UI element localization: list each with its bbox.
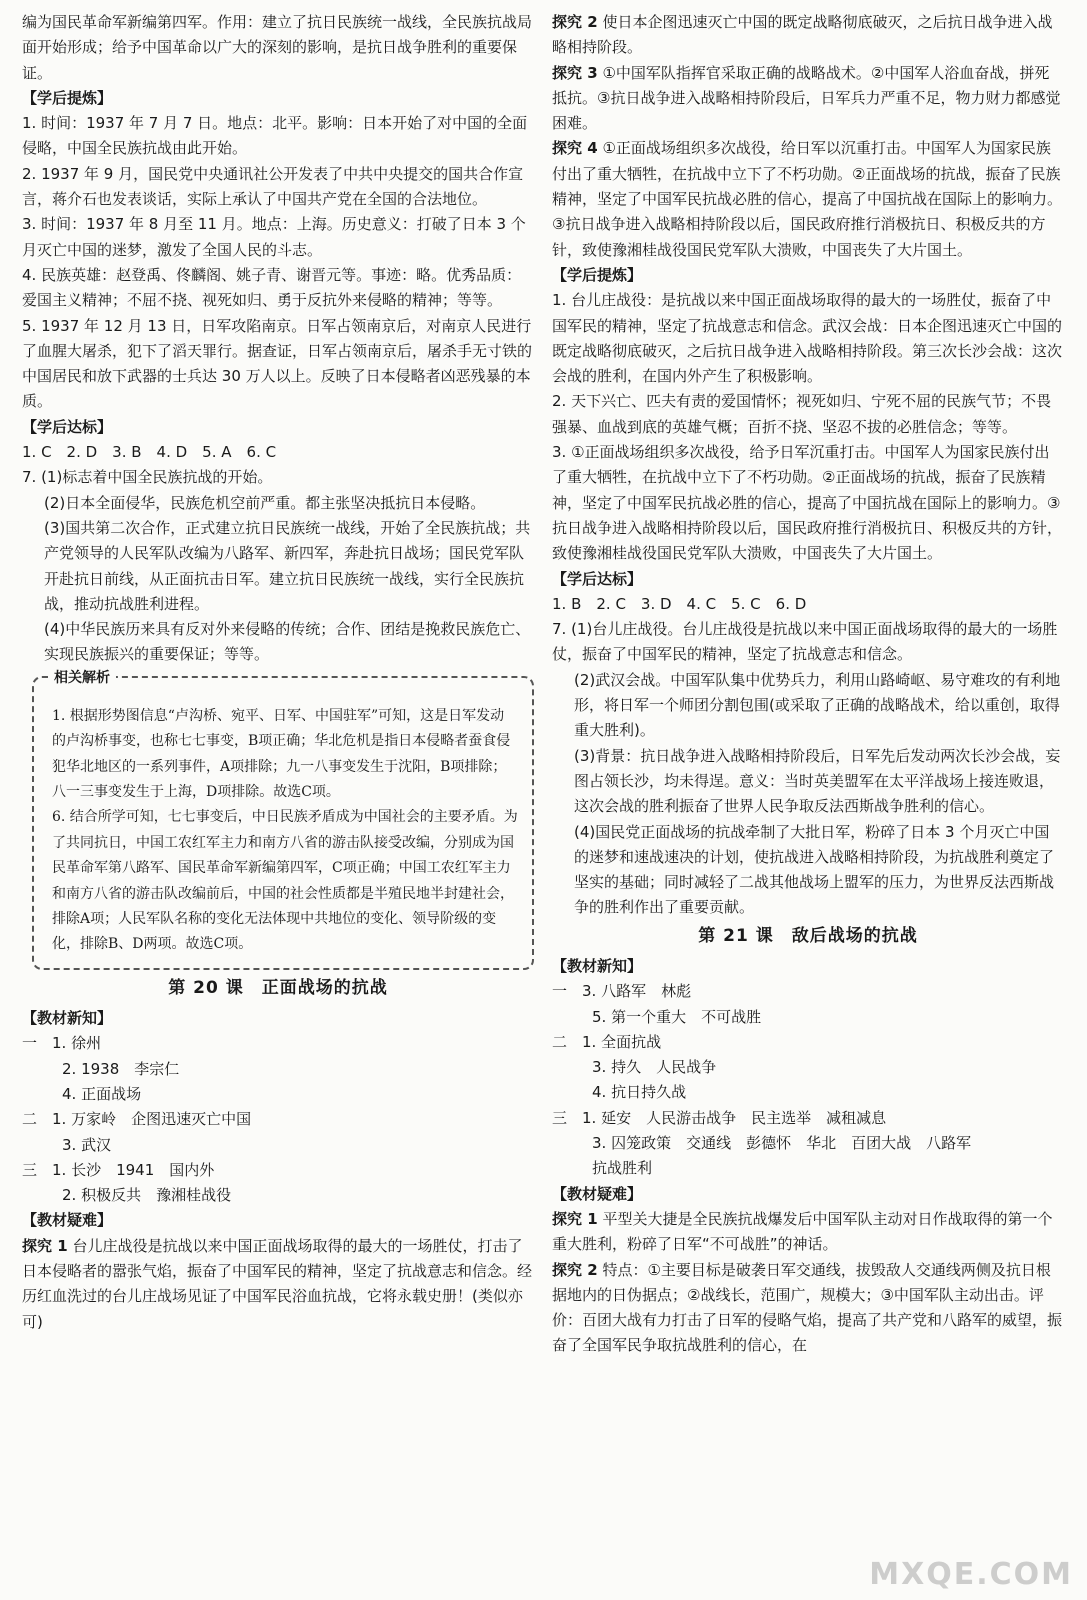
explore-4-text: ①正面战场组织多次战役，给日军以沉重打击。中国军人为国家民族付出了重大牺牲，在抗战中立下了不朽功勋。②正面战场的抗战，振奋了民族精神，坚定了中国军民抗战必胜的信心，提高了中国抗战在国际上的影响力。③抗日战争进入战略相持阶段以后，国民政府推行消极抗日、积极反共的方针，致使豫湘桂战役国民党军队大溃败，中国丧失了大片国土。 xyxy=(552,139,1063,259)
l21-line-8: 抗战胜利 xyxy=(592,1159,653,1178)
l20-explore-1-text: 台儿庄战役是抗战以来中国正面战场取得的最大的一场胜仗，打击了日本侵略者的嚣张气焰，振奋了中国军民的精神，坚定了抗战意志和信念。经历红血洗过的台儿庄战场见证了中国军民浴血抗战，它将永载史册！(类似亦可) xyxy=(22,1236,533,1331)
explore-3-label: 探究 3 xyxy=(552,63,598,82)
left-sec2-answers: 1. C 2. D 3. B 4. D 5. A 6. C xyxy=(22,443,277,462)
right-sec1-item-2: 2. 天下兴亡、匹夫有责的爱国情怀；视死如归、宁死不屈的民族气节；不畏强暴、血战到底的英雄气概；百折不挠、坚忍不拔的必胜信念；等等。 xyxy=(552,392,1052,436)
right-sec1-title: 【学后提炼】 xyxy=(552,265,643,284)
right-sec2-answers: 1. B 2. C 3. D 4. C 5. C 6. D xyxy=(552,594,807,613)
explore-3 xyxy=(552,61,1064,137)
l21-line-4: 3. 持久 人民战争 xyxy=(592,1058,717,1077)
left-sec1-item-4: 4. 民族英雄：赵登禹、佟麟阁、姚子青、谢晋元等。事迹：略。优秀品质：爱国主义精神；不屈不挠、视死如归、勇于反抗外来侵略的精神；等等。 xyxy=(22,265,522,310)
l20-line-1: 一 1. 徐州 xyxy=(22,1034,102,1053)
l20-explore-1 xyxy=(22,1234,534,1335)
l20-sec2-title: 【教材疑难】 xyxy=(22,1211,113,1230)
l21-line-1: 一 3. 八路军 林彪 xyxy=(552,982,692,1001)
l20-line-6: 三 1. 长沙 1941 国内外 xyxy=(22,1160,215,1179)
left-sec2-title: 【学后达标】 xyxy=(22,417,113,436)
left-sec1-item-3: 3. 时间：1937 年 8 月至 11 月。地点：上海。历史意义：打破了日本 3 个月灭亡中国的迷梦，激发了全国人民的斗志。 xyxy=(22,215,526,259)
right-sec2-q7-part-2: (2)武汉会战。中国军队集中优势兵力，利用山路崎岖、易守难攻的有利地形，将日军一个师团分割包围(或采取了正确的战略战术，给以重创，取得重大胜利)。 xyxy=(574,670,1061,740)
right-sec2-title: 【学后达标】 xyxy=(552,569,643,588)
l21-explore-2-text: 特点：①主要目标是破袭日军交通线，拔毁敌人交通线两侧及抗日根据地内的日伪据点；②战线长，范围广，规模大；③中国军队主动出击。评价：百团大战有力打击了日军的侵略气焰，提高了共产党和八路军的威望，振奋了全国军民争取抗战胜利的信心，在 xyxy=(552,1260,1063,1355)
l21-line-2: 5. 第一个重大 不可战胜 xyxy=(592,1007,762,1026)
l21-line-5: 4. 抗日持久战 xyxy=(592,1083,687,1102)
right-column xyxy=(552,10,1064,1359)
l20-line-5: 3. 武汉 xyxy=(62,1135,112,1154)
left-intro: 编为国民革命军新编第四军。作用：建立了抗日民族统一战线，全民族抗战局面开始形成；给予中国革命以广大的深刻的影响，是抗日战争胜利的重要保证。 xyxy=(22,13,533,82)
l20-line-2: 2. 1938 李宗仁 xyxy=(62,1059,180,1078)
explore-2 xyxy=(552,10,1064,61)
lesson-20-title: 第 20 课 正面战场的抗战 xyxy=(168,977,388,998)
l21-explore-2-label: 探究 2 xyxy=(552,1260,598,1279)
analysis-box xyxy=(32,669,534,970)
watermark: MXQE.COM xyxy=(869,1557,1073,1592)
l21-sec2-title: 【教材疑难】 xyxy=(552,1184,643,1203)
l21-explore-2 xyxy=(552,1258,1064,1359)
l21-explore-1 xyxy=(552,1207,1064,1258)
l20-explore-1-label: 探究 1 xyxy=(22,1236,68,1255)
lesson-21-title: 第 21 课 敌后战场的抗战 xyxy=(698,925,918,946)
explore-4 xyxy=(552,136,1064,262)
right-sec2-q7-part-4: (4)国民党正面战场的抗战牵制了大批日军，粉碎了日本 3 个月灭亡中国的迷梦和速战速决的计划，使抗战进入战略相持阶段，为抗战胜利奠定了坚实的基础；同时减轻了二战其他战场上盟军的压力，为世界反法西斯战争的胜利作出了重要贡献。 xyxy=(574,822,1055,917)
explore-3-text: ①中国军队指挥官采取正确的战略战术。②中国军人浴血奋战，拼死抵抗。③抗日战争进入战略相持阶段后，日军兵力严重不足，物力财力都感觉困难。 xyxy=(552,63,1061,133)
left-column xyxy=(22,10,534,1335)
l21-line-7: 3. 囚笼政策 交通线 彭德怀 华北 百团大战 八路军 xyxy=(592,1134,972,1153)
left-sec2-q7-part-3: (3)国共第二次合作，正式建立抗日民族统一战线，开始了全民族抗战；共产党领导的人民军队改编为八路军、新四军，奔赴抗日战场；国民党军队开赴抗日前线，从正面抗击日军。建立抗日民族统一战线，实行全民族抗战，推动抗战胜利进程。 xyxy=(44,518,531,613)
analysis-item-1: 1. 根据形势图信息“卢沟桥、宛平、日军、中国驻军”可知，这是日军发动的卢沟桥事变，也称七七事变，B项正确；华北危机是指日本侵略者蚕食侵犯华北地区的一系列事件，A项排除；九一八事变发生于沈阳，B项排除；八一三事变发生于上海，D项排除。故选C项。 xyxy=(52,707,511,800)
explore-4-label: 探究 4 xyxy=(552,139,598,158)
l20-line-3: 4. 正面战场 xyxy=(62,1084,142,1103)
left-sec2-q7-head: 7. (1)标志着中国全民族抗战的开始。 xyxy=(22,468,273,487)
l20-line-4: 二 1. 万家岭 企图迅速灭亡中国 xyxy=(22,1110,252,1129)
left-sec1-item-5: 5. 1937 年 12 月 13 日，日军攻陷南京。日军占领南京后，对南京人民进行了血腥大屠杀，犯下了滔天罪行。据查证，日军占领南京后，屠杀手无寸铁的中国居民和放下武器的士兵达 30 万人以上。反映了日本侵略者凶恶残暴的本质。 xyxy=(22,316,533,411)
l21-explore-1-text: 平型关大捷是全民族抗战爆发后中国军队主动对日作战取得的第一个重大胜利，粉碎了日军“不可战胜”的神话。 xyxy=(552,1209,1053,1254)
right-sec1-item-1: 1. 台儿庄战役：是抗战以来中国正面战场取得的最大的一场胜仗，振奋了中国军民的精神，坚定了抗战意志和信念。武汉会战：日本企图迅速灭亡中国的既定战略彻底破灭，之后抗日战争进入战略相持阶段。第三次长沙会战：这次会战的胜利，在国内外产生了积极影响。 xyxy=(552,291,1063,386)
left-sec2-q7-part-2: (2)日本全面侵华，民族危机空前严重。都主张坚决抵抗日本侵略。 xyxy=(44,493,486,512)
left-sec1-item-2: 2. 1937 年 9 月，国民党中央通讯社公开发表了中共中央提交的国共合作宣言，蒋介石也发表谈话，实际上承认了中国共产党在全国的合法地位。 xyxy=(22,164,524,209)
right-sec1-item-3: 3. ①正面战场组织多次战役，给予日军沉重打击。中国军人为国家民族付出了重大牺牲，在抗战中立下了不朽功勋。②正面战场的抗战，振奋了民族精神，坚定了中国军民抗战必胜的信心，提高了中国抗战在国际上的影响力。③抗日战争进入战略相持阶段以后，国民政府推行消极抗日、积极反共的方针，致使豫湘桂战役国民党军队大溃败，中国丧失了大片国土。 xyxy=(552,443,1063,563)
l21-explore-1-label: 探究 1 xyxy=(552,1209,598,1228)
l21-line-6: 三 1. 延安 人民游击战争 民主选举 减租减息 xyxy=(552,1108,887,1127)
l20-sec1-title: 【教材新知】 xyxy=(22,1009,113,1028)
analysis-box-title: 相关解析 xyxy=(48,666,116,691)
left-sec2-q7-part-4: (4)中华民族历来具有反对外来侵略的传统；合作、团结是挽救民族危亡、实现民族振兴的重要保证；等等。 xyxy=(44,620,531,664)
l20-line-7: 2. 积极反共 豫湘桂战役 xyxy=(62,1186,232,1205)
l21-sec1-title: 【教材新知】 xyxy=(552,956,643,975)
left-sec1-title: 【学后提炼】 xyxy=(22,88,113,107)
right-sec2-q7-head: 7. (1)台儿庄战役。台儿庄战役是抗战以来中国正面战场取得的最大的一场胜仗，振奋了中国军民的精神，坚定了抗战意志和信念。 xyxy=(552,620,1058,664)
analysis-item-6: 6. 结合所学可知，七七事变后，中日民族矛盾成为中国社会的主要矛盾。为了共同抗日，中国工农红军主力和南方八省的游击队接受改编，分别成为国民革命军第八路军、国民革命军新编第四军，C项正确；中国工农红军主力和南方八省的游击队改编前后，中国的社会性质都是半殖民地半封建社会，排除A项；人民军队名称的变化无法体现中共地位的变化、领导阶级的变化，排除B、D两项。故选C项。 xyxy=(52,809,518,953)
explore-2-label: 探究 2 xyxy=(552,13,598,31)
right-sec2-q7-part-3: (3)背景：抗日战争进入战略相持阶段后，日军先后发动两次长沙会战，妄图占领长沙，均未得逞。意义：当时英美盟军在太平洋战场上接连败退，这次会战的胜利振奋了世界人民争取反法西斯战争胜利的信心。 xyxy=(574,746,1061,816)
left-sec1-item-1: 1. 时间：1937 年 7 月 7 日。地点：北平。影响：日本开始了对中国的全面侵略，中国全民族抗战由此开始。 xyxy=(22,114,528,158)
l21-line-3: 二 1. 全面抗战 xyxy=(552,1032,662,1051)
explore-2-text: 使日本企图迅速灭亡中国的既定战略彻底破灭，之后抗日战争进入战略相持阶段。 xyxy=(552,13,1053,57)
